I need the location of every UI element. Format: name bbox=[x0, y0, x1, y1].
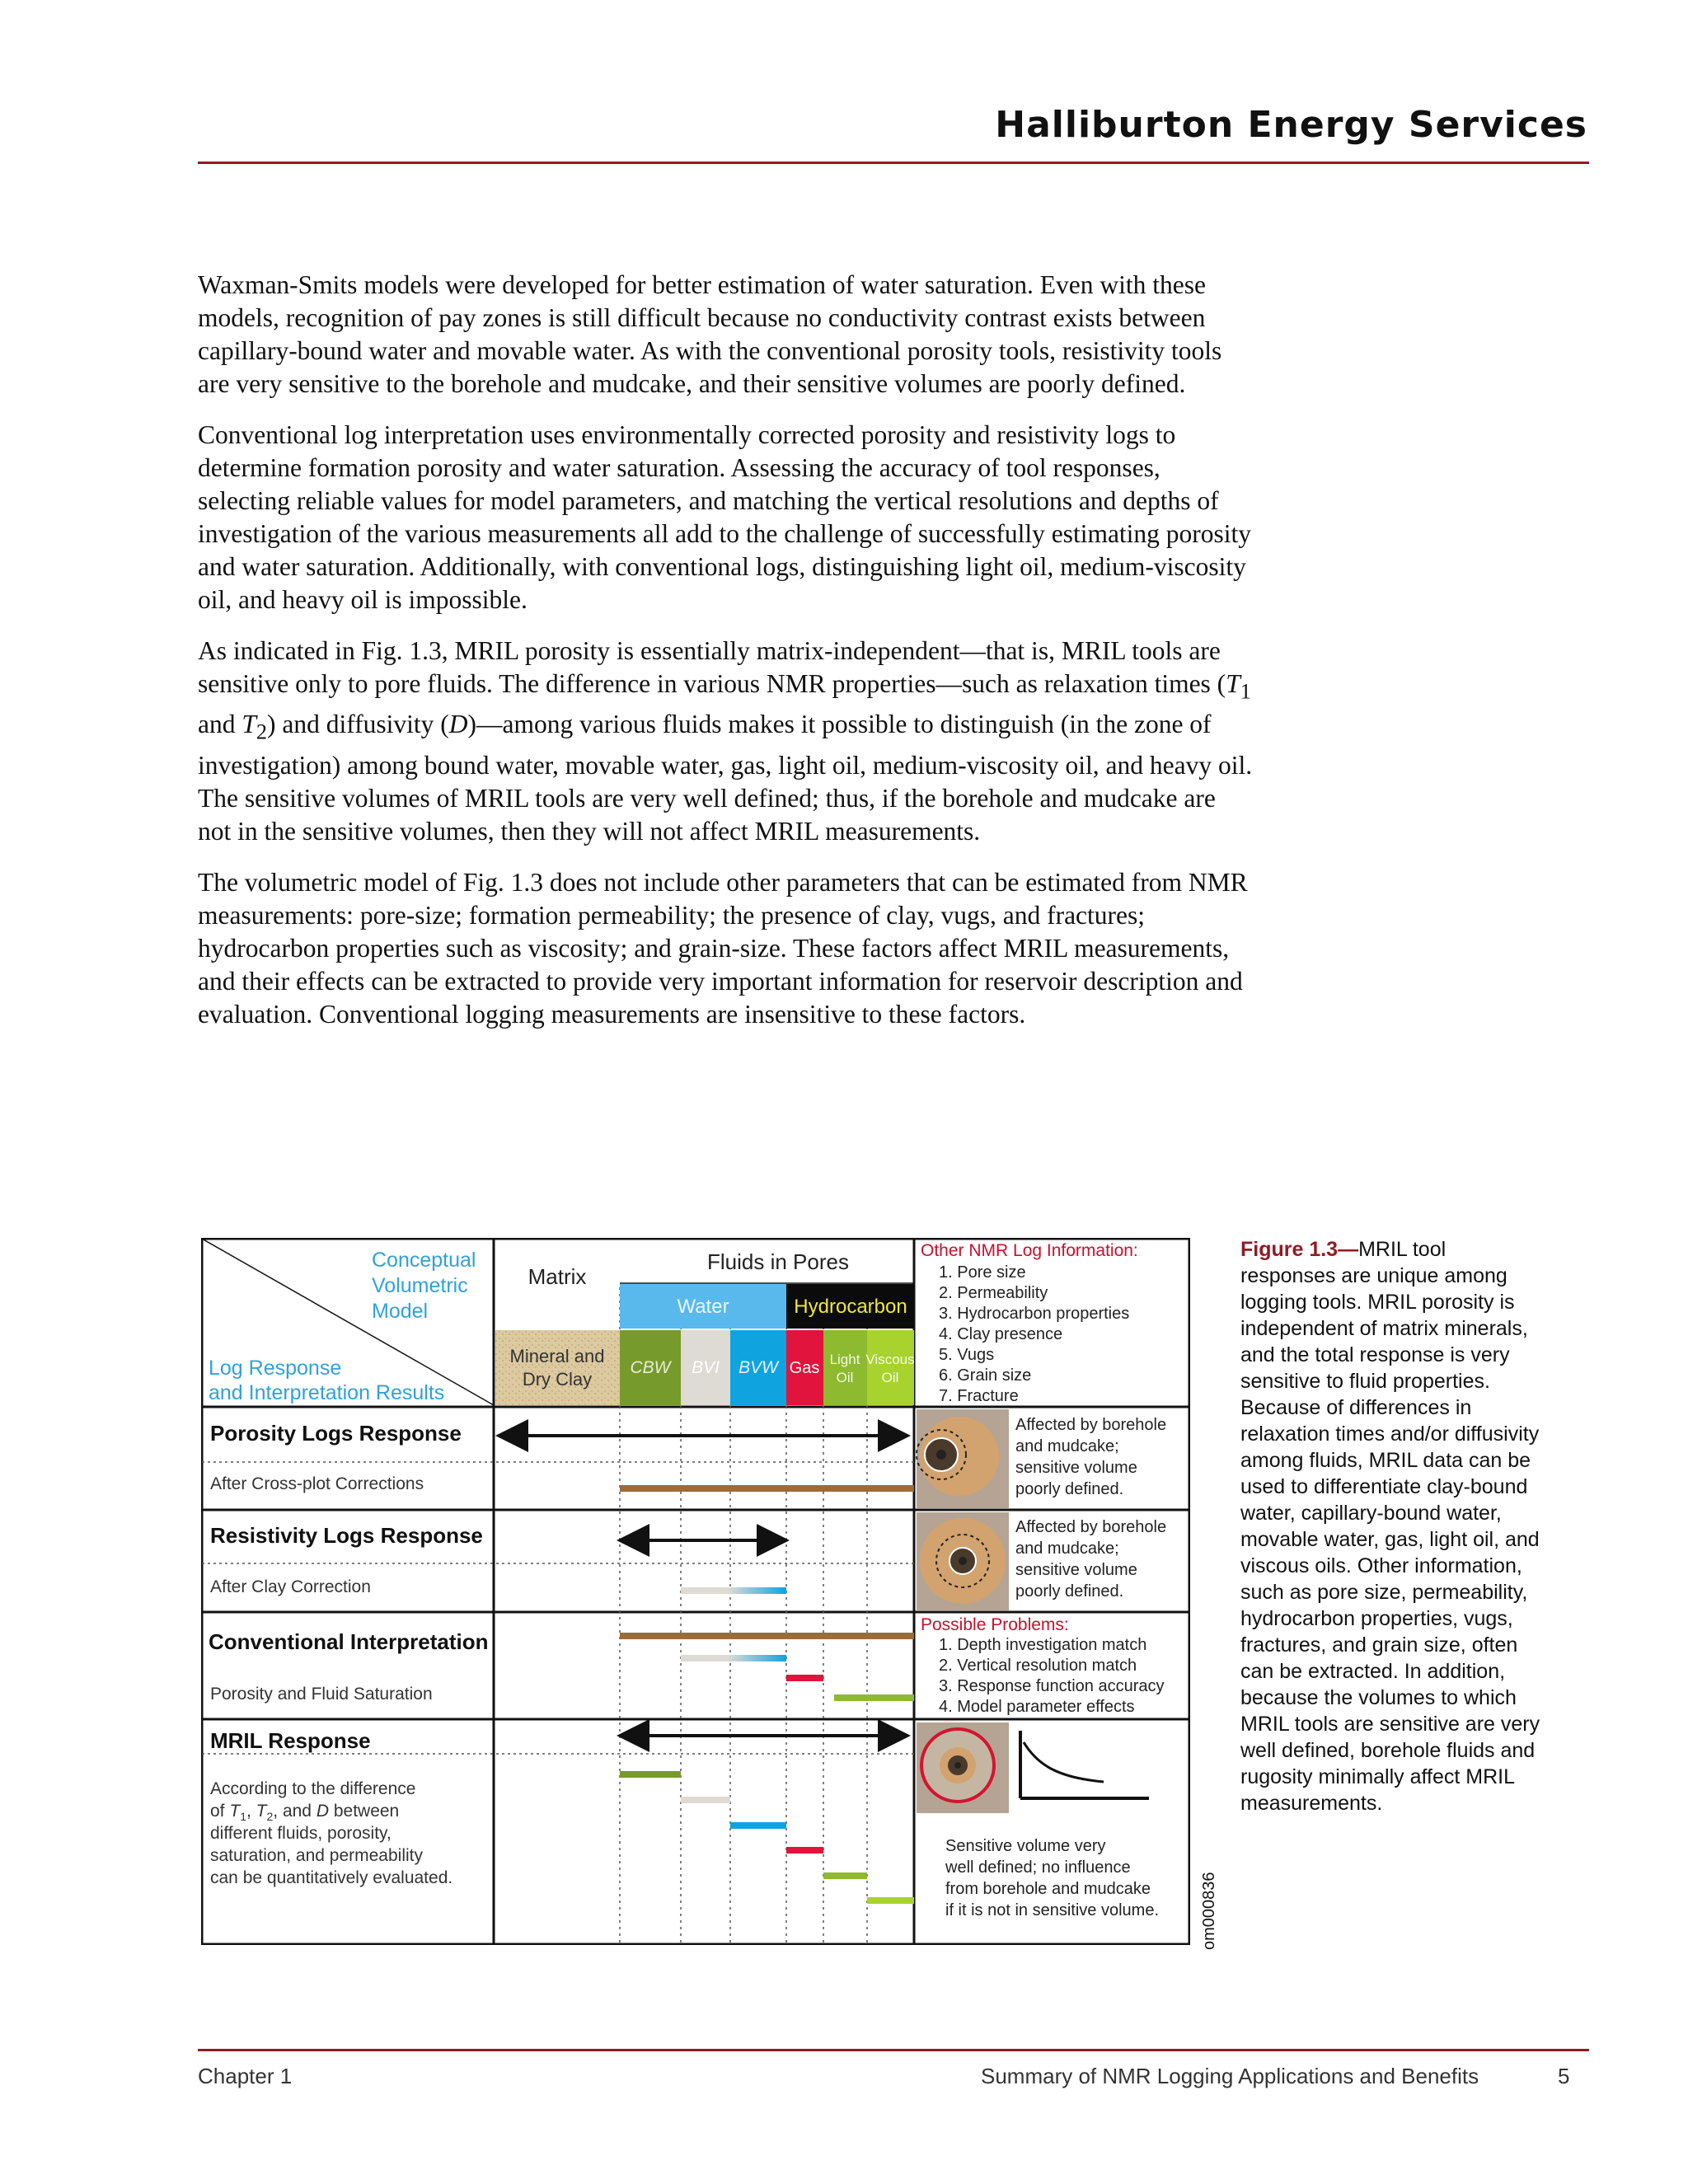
mineral-label-1: Mineral and bbox=[509, 1346, 605, 1366]
other-info-title: Other NMR Log Information: bbox=[921, 1241, 1138, 1260]
log-response-label-1: Log Response bbox=[209, 1357, 342, 1380]
other-info-3: 3. Hydrocarbon properties bbox=[939, 1305, 1130, 1323]
conventional-row-sub: Porosity and Fluid Saturation bbox=[210, 1685, 433, 1704]
mineral-column bbox=[495, 1330, 620, 1405]
mril-viscous-oil-bar bbox=[867, 1897, 914, 1904]
borehole-image-mril bbox=[917, 1722, 1009, 1813]
affected-resistivity-2: and mudcake; bbox=[1015, 1540, 1119, 1558]
log-response-label-2: and Interpretation Results bbox=[209, 1381, 445, 1404]
affected-porosity-3: sensitive volume bbox=[1015, 1459, 1137, 1477]
affected-resistivity-3: sensitive volume bbox=[1015, 1561, 1137, 1579]
mril-cbw-bar bbox=[620, 1771, 681, 1778]
body-text bbox=[198, 269, 1253, 1049]
other-info-1: 1. Pore size bbox=[939, 1263, 1026, 1282]
mril-row-sub-3: different fluids, porosity, bbox=[210, 1824, 392, 1843]
paragraph-2: Conventional log interpretation uses environmentally corrected porosity and resistivity logs to determine formation porosity and water saturation. Assessing the accuracy of tool responses, selecting reliable values for model parameters, and matching the vertical resolutions and depths of investigation of the various measurements all add to the challenge of successfully estimating porosity and water saturation. Additionally, with conventional logs, distinguishing light oil, medium-viscosity oil, and heavy oil is impossible. bbox=[198, 420, 1252, 614]
mril-bvi-bar bbox=[681, 1797, 730, 1803]
mril-note-1: Sensitive volume very bbox=[945, 1837, 1106, 1855]
mril-note-2: well defined; no influence bbox=[945, 1858, 1131, 1877]
light-oil-column bbox=[823, 1330, 867, 1405]
viscous-oil-label-2: Oil bbox=[881, 1370, 899, 1385]
borehole-image-resistivity bbox=[917, 1512, 1009, 1610]
viscous-oil-column bbox=[867, 1330, 914, 1405]
porosity-bar bbox=[620, 1485, 914, 1492]
header-rule bbox=[198, 162, 1589, 164]
mril-note-4: if it is not in sensitive volume. bbox=[945, 1901, 1159, 1919]
mril-row-sub-4: saturation, and permeability bbox=[210, 1846, 423, 1865]
other-info-5: 5. Vugs bbox=[939, 1346, 995, 1364]
conventional-row-title: Conventional Interpretation bbox=[209, 1629, 489, 1654]
figure-1-3 bbox=[201, 1238, 1190, 1945]
viscous-oil-label-1: Viscous bbox=[865, 1352, 915, 1367]
mril-bvw-bar bbox=[730, 1822, 786, 1829]
mineral-label-2: Dry Clay bbox=[522, 1369, 593, 1390]
mril-row-sub-2: of $T_1$, $T_2$, and D between bbox=[210, 1802, 400, 1823]
footer-title: Summary of NMR Logging Applications and Benefits bbox=[981, 2064, 1479, 2088]
possible-problem-3: 3. Response function accuracy bbox=[939, 1677, 1165, 1695]
bvw-label: BVW bbox=[738, 1358, 778, 1377]
resistivity-bar bbox=[681, 1587, 786, 1594]
page-number: 5 bbox=[1558, 2064, 1570, 2088]
company-header: Halliburton Energy Services bbox=[995, 104, 1587, 146]
affected-resistivity-4: poorly defined. bbox=[1015, 1582, 1124, 1601]
possible-problems-title: Possible Problems: bbox=[921, 1615, 1069, 1634]
affected-porosity-1: Affected by borehole bbox=[1015, 1416, 1167, 1434]
paragraph-4: The volumetric model of Fig. 1.3 does not include other parameters that can be estimated from NMR measurements: pore-size; formation permeability; the presence of clay, vugs, and fractures; hydrocarbon properties such as viscosity; and grain-size. These factors affect MRIL measurements, and their effects can be extracted to provide very important information for reservoir description and evaluation. Conventional logging measurements are insensitive to these factors. bbox=[198, 867, 1248, 1029]
cbw-label: CBW bbox=[630, 1358, 671, 1377]
conceptual-label-2: Volumetric bbox=[372, 1274, 468, 1297]
paragraph-3: As indicated in Fig. 1.3, MRIL porosity is essentially matrix-independent—that is, MRIL tools are sensitive only to pore fluids. The difference in various NMR properties—such as relaxation times ($T_1$ and $T_2$) and diffusivity (D)—among various fluids makes it possible to distinguish (in the zone of investigation) among bound water, movable water, gas, light oil, medium-viscosity oil, and heavy oil. The sensitive volumes of MRIL tools are very well defined; thus, if the borehole and mudcake are not in the sensitive volumes, then they will not affect MRIL measurements. bbox=[198, 636, 1253, 846]
porosity-row-title: Porosity Logs Response bbox=[210, 1421, 462, 1446]
affected-resistivity-1: Affected by borehole bbox=[1015, 1518, 1167, 1536]
affected-porosity-4: poorly defined. bbox=[1015, 1480, 1124, 1498]
mril-row-title: MRIL Response bbox=[210, 1728, 371, 1753]
conventional-total-bar bbox=[620, 1633, 914, 1639]
mril-row-sub-1: According to the difference bbox=[210, 1779, 416, 1798]
conceptual-label-1: Conceptual bbox=[372, 1249, 476, 1272]
resistivity-row-sub: After Clay Correction bbox=[210, 1577, 371, 1596]
bvi-label: BVI bbox=[692, 1358, 720, 1377]
footer-chapter: Chapter 1 bbox=[198, 2064, 293, 2088]
figure-code: om000836 bbox=[1200, 1872, 1218, 1950]
borehole-image-porosity bbox=[917, 1409, 1009, 1508]
conventional-gas-bar bbox=[786, 1675, 823, 1681]
matrix-heading: Matrix bbox=[528, 1264, 587, 1289]
conventional-oil-bar bbox=[834, 1694, 914, 1701]
caption-text: MRIL tool responses are unique among logging tools. MRIL porosity is independent of matrix minerals, and the total response is very sensitive to fluid properties. Because of differences in relaxation times and/or diffusivity among fluids, MRIL data can be used to differentiate clay-bound water, capillary-bound water, movable water, gas, light oil, and viscous oils. Other information, such as pore size, permeability, hydrocarbon properties, vugs, fractures, and grain size, often can be extracted. In addition, because the volumes to which MRIL tools are sensitive are very well defined, borehole fluids and rugosity minimally affect MRIL measurements. bbox=[1240, 1238, 1540, 1815]
footer-rule bbox=[198, 2049, 1589, 2051]
gas-label: Gas bbox=[789, 1359, 820, 1377]
paragraph-1: Waxman-Smits models were developed for better estimation of water saturation. Even with these models, recognition of pay zones is still difficult because no conductivity contrast exists between capillary-bound water and movable water. As with the conventional porosity tools, resistivity tools are very sensitive to the borehole and mudcake, and their sensitive volumes are poorly defined. bbox=[198, 270, 1222, 398]
caption-label: Figure 1.3 bbox=[1240, 1238, 1339, 1261]
light-oil-label-2: Oil bbox=[836, 1370, 854, 1385]
other-info-6: 6. Grain size bbox=[939, 1366, 1032, 1385]
other-info-2: 2. Permeability bbox=[939, 1284, 1048, 1302]
possible-problem-2: 2. Vertical resolution match bbox=[939, 1657, 1137, 1675]
affected-porosity-2: and mudcake; bbox=[1015, 1437, 1119, 1455]
water-label: Water bbox=[677, 1296, 729, 1318]
mril-light-oil-bar bbox=[823, 1872, 867, 1879]
other-info-7: 7. Fracture bbox=[939, 1387, 1019, 1405]
porosity-row-sub: After Cross-plot Corrections bbox=[210, 1474, 424, 1493]
other-info-4: 4. Clay presence bbox=[939, 1325, 1063, 1343]
conceptual-label-3: Model bbox=[372, 1300, 429, 1323]
mril-row-sub-5: can be quantitatively evaluated. bbox=[210, 1868, 453, 1887]
mril-note-3: from borehole and mudcake bbox=[945, 1880, 1151, 1898]
mril-gas-bar bbox=[786, 1847, 823, 1854]
hydrocarbon-label: Hydrocarbon bbox=[794, 1296, 907, 1318]
possible-problem-4: 4. Model parameter effects bbox=[939, 1698, 1135, 1716]
possible-problem-1: 1. Depth investigation match bbox=[939, 1636, 1147, 1654]
fluids-heading: Fluids in Pores bbox=[707, 1249, 849, 1274]
light-oil-label-1: Light bbox=[829, 1352, 860, 1367]
resistivity-row-title: Resistivity Logs Response bbox=[210, 1523, 483, 1548]
conventional-water-bar bbox=[681, 1655, 786, 1661]
figure-caption: Figure 1.3—MRIL tool responses are unique among logging tools. MRIL porosity is independent of matrix minerals, and the total response is very sensitive to fluid properties. Because of differences in relaxation times and/or diffusivity among fluids, MRIL data can be used to differentiate clay-bound water, capillary-bound water, movable water, gas, light oil, and viscous oils. Other information, such as pore size, permeability, hydrocarbon properties, vugs, fractures, and grain size, often can be extracted. In addition, because the volumes to which MRIL tools are sensitive are very well defined, borehole fluids and rugosity minimally affect MRIL measurements. bbox=[1240, 1238, 1540, 1815]
